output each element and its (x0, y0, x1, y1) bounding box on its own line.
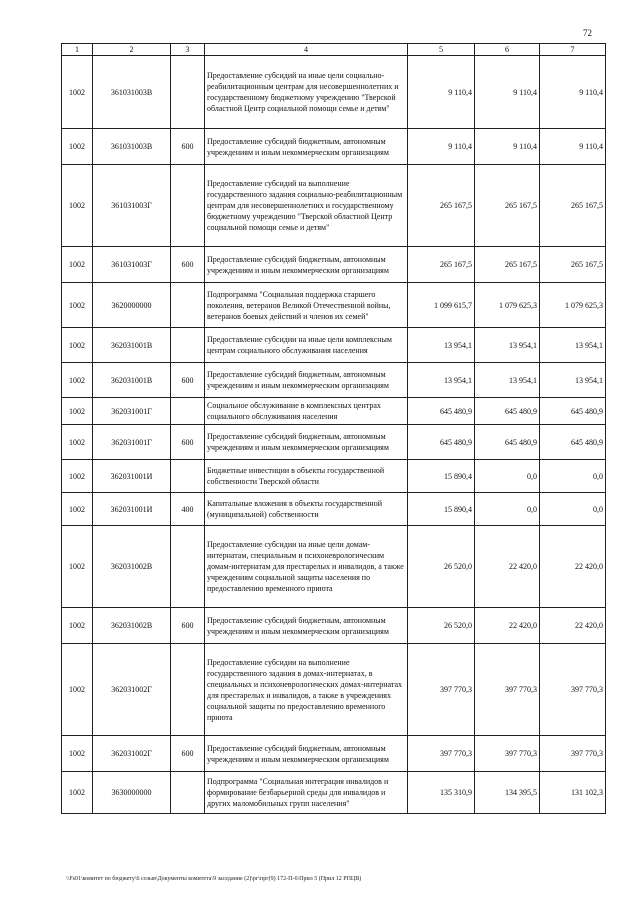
section-code: 1002 (62, 363, 93, 398)
amount-year-1: 15 890,4 (408, 460, 475, 493)
section-code: 1002 (62, 493, 93, 526)
item-name: Подпрограмма "Социальная поддержка старшего поколения, ветеранов Великой Отечественной войны, ветеранов боевых действий и членов их семей" (205, 283, 408, 328)
table-row (62, 129, 606, 165)
table-row (62, 526, 606, 608)
expense-kind (171, 56, 205, 129)
table-row (62, 247, 606, 283)
amount-year-1: 397 770,3 (408, 736, 475, 772)
target-code: 362031002Г (93, 736, 171, 772)
amount-year-1: 9 110,4 (408, 129, 475, 165)
section-code: 1002 (62, 644, 93, 736)
header-cell-5: 5 (408, 44, 475, 56)
amount-year-1: 265 167,5 (408, 247, 475, 283)
amount-year-1: 26 520,0 (408, 608, 475, 644)
section-code: 1002 (62, 56, 93, 129)
amount-year-3: 397 770,3 (540, 644, 606, 736)
amount-year-1: 645 480,9 (408, 398, 475, 425)
amount-year-3: 22 420,0 (540, 608, 606, 644)
amount-year-3: 9 110,4 (540, 129, 606, 165)
target-code: 362031001И (93, 493, 171, 526)
amount-year-1: 13 954,1 (408, 328, 475, 363)
amount-year-3: 22 420,0 (540, 526, 606, 608)
expense-kind (171, 283, 205, 328)
footer-file-path: \\Fs01\комитет по бюджету\6 созыв\Документы комитета\9 заседание (2)\рг\прг(9) 172-П-6\Прил 5 (Прил 12 РПЦВ) (66, 876, 362, 882)
amount-year-1: 26 520,0 (408, 526, 475, 608)
amount-year-3: 131 102,3 (540, 772, 606, 814)
amount-year-2: 9 110,4 (475, 56, 540, 129)
amount-year-2: 13 954,1 (475, 328, 540, 363)
table-row (62, 165, 606, 247)
section-code: 1002 (62, 425, 93, 460)
header-row (62, 44, 606, 56)
item-name: Предоставление субсидий на иные цели социально-реабилитационным центрам для несовершеннолетних и государственному бюджетному учреждению "Тверской областной Центр социальной помощи семье и детям" (205, 56, 408, 129)
item-name: Предоставление субсидий бюджетным, автономным учреждениям и иным некоммерческим организациям (205, 247, 408, 283)
amount-year-1: 13 954,1 (408, 363, 475, 398)
table-row (62, 398, 606, 425)
section-code: 1002 (62, 129, 93, 165)
target-code: 362031001В (93, 363, 171, 398)
expense-kind: 600 (171, 247, 205, 283)
target-code: 362031002В (93, 526, 171, 608)
expense-kind (171, 398, 205, 425)
target-code: 362031002Г (93, 644, 171, 736)
table-row (62, 283, 606, 328)
table-row (62, 328, 606, 363)
amount-year-2: 0,0 (475, 460, 540, 493)
expense-kind: 600 (171, 129, 205, 165)
section-code: 1002 (62, 526, 93, 608)
expense-kind: 600 (171, 608, 205, 644)
table-row (62, 56, 606, 129)
expense-kind (171, 644, 205, 736)
item-name: Предоставление субсидии на иные цели комплексным центрам социального обслуживания населения (205, 328, 408, 363)
section-code: 1002 (62, 328, 93, 363)
amount-year-1: 397 770,3 (408, 644, 475, 736)
target-code: 3630000000 (93, 772, 171, 814)
header-cell-1: 1 (62, 44, 93, 56)
expense-kind (171, 328, 205, 363)
item-name: Предоставление субсидий бюджетным, автономным учреждениям и иным некоммерческим организациям (205, 736, 408, 772)
budget-table (61, 43, 606, 814)
header-cell-6: 6 (475, 44, 540, 56)
table-row (62, 460, 606, 493)
item-name: Подпрограмма "Социальная интеграция инвалидов и формирование безбарьерной среды для инвалидов и других маломобильных групп населения" (205, 772, 408, 814)
section-code: 1002 (62, 460, 93, 493)
section-code: 1002 (62, 608, 93, 644)
header-cell-2: 2 (93, 44, 171, 56)
expense-kind: 400 (171, 493, 205, 526)
target-code: 361031003Г (93, 247, 171, 283)
header-cell-4: 4 (205, 44, 408, 56)
section-code: 1002 (62, 736, 93, 772)
item-name: Предоставление субсидии на иные цели домам-интернатам, специальным и психоневрологическим домам-интернатам для престарелых и инвалидов, а также учреждениям социальной защиты населения по предоставлению временного приюта (205, 526, 408, 608)
header-cell-7: 7 (540, 44, 606, 56)
amount-year-2: 9 110,4 (475, 129, 540, 165)
item-name: Предоставление субсидий бюджетным, автономным учреждениям и иным некоммерческим организациям (205, 129, 408, 165)
item-name: Предоставление субсидий бюджетным, автономным учреждениям и иным некоммерческим организациям (205, 608, 408, 644)
item-name: Предоставление субсидий бюджетным, автономным учреждениям и иным некоммерческим организациям (205, 363, 408, 398)
expense-kind (171, 772, 205, 814)
amount-year-1: 265 167,5 (408, 165, 475, 247)
target-code: 361031003Г (93, 165, 171, 247)
amount-year-3: 0,0 (540, 493, 606, 526)
item-name: Предоставление субсидии на выполнение государственного задания в домах-интернатах, в специальных и психоневрологических домах-интернатах для престарелых и инвалидов, а также в учреждениях социальной защиты по предоставлению временного приюта (205, 644, 408, 736)
target-code: 3620000000 (93, 283, 171, 328)
target-code: 361031003В (93, 56, 171, 129)
target-code: 362031001Г (93, 398, 171, 425)
section-code: 1002 (62, 165, 93, 247)
target-code: 362031002В (93, 608, 171, 644)
amount-year-2: 265 167,5 (475, 247, 540, 283)
amount-year-2: 22 420,0 (475, 608, 540, 644)
target-code: 362031001Г (93, 425, 171, 460)
amount-year-1: 135 310,9 (408, 772, 475, 814)
amount-year-1: 1 099 615,7 (408, 283, 475, 328)
expense-kind (171, 460, 205, 493)
target-code: 362031001И (93, 460, 171, 493)
amount-year-3: 265 167,5 (540, 247, 606, 283)
item-name: Социальное обслуживание в комплексных центрах социального обслуживания населения (205, 398, 408, 425)
item-name: Предоставление субсидий бюджетным, автономным учреждениям и иным некоммерческим организациям (205, 425, 408, 460)
item-name: Предоставление субсидий на выполнение государственного задания социально-реабилитационным центрам для несовершеннолетних и государственному бюджетному учреждению "Тверской областной Центр социальной помощи семье и детям" (205, 165, 408, 247)
amount-year-3: 645 480,9 (540, 425, 606, 460)
amount-year-2: 645 480,9 (475, 398, 540, 425)
table-row (62, 493, 606, 526)
header-cell-3: 3 (171, 44, 205, 56)
amount-year-2: 1 079 625,3 (475, 283, 540, 328)
amount-year-1: 9 110,4 (408, 56, 475, 129)
section-code: 1002 (62, 247, 93, 283)
amount-year-3: 0,0 (540, 460, 606, 493)
amount-year-3: 13 954,1 (540, 363, 606, 398)
amount-year-2: 13 954,1 (475, 363, 540, 398)
table-row (62, 772, 606, 814)
amount-year-2: 0,0 (475, 493, 540, 526)
item-name: Капитальные вложения в объекты государственной (муниципальной) собственности (205, 493, 408, 526)
table-row (62, 644, 606, 736)
amount-year-3: 265 167,5 (540, 165, 606, 247)
expense-kind (171, 165, 205, 247)
amount-year-3: 1 079 625,3 (540, 283, 606, 328)
amount-year-3: 9 110,4 (540, 56, 606, 129)
amount-year-2: 265 167,5 (475, 165, 540, 247)
table-row (62, 736, 606, 772)
section-code: 1002 (62, 283, 93, 328)
target-code: 361031003В (93, 129, 171, 165)
amount-year-2: 22 420,0 (475, 526, 540, 608)
table-row (62, 425, 606, 460)
amount-year-1: 15 890,4 (408, 493, 475, 526)
target-code: 362031001В (93, 328, 171, 363)
expense-kind (171, 526, 205, 608)
amount-year-2: 134 395,5 (475, 772, 540, 814)
page-number: 72 (583, 28, 592, 38)
expense-kind: 600 (171, 736, 205, 772)
section-code: 1002 (62, 772, 93, 814)
amount-year-2: 397 770,3 (475, 644, 540, 736)
item-name: Бюджетные инвестиции в объекты государственной собственности Тверской области (205, 460, 408, 493)
expense-kind: 600 (171, 425, 205, 460)
amount-year-3: 645 480,9 (540, 398, 606, 425)
amount-year-2: 397 770,3 (475, 736, 540, 772)
expense-kind: 600 (171, 363, 205, 398)
amount-year-1: 645 480,9 (408, 425, 475, 460)
amount-year-2: 645 480,9 (475, 425, 540, 460)
table-row (62, 608, 606, 644)
amount-year-3: 13 954,1 (540, 328, 606, 363)
table-row (62, 363, 606, 398)
section-code: 1002 (62, 398, 93, 425)
amount-year-3: 397 770,3 (540, 736, 606, 772)
